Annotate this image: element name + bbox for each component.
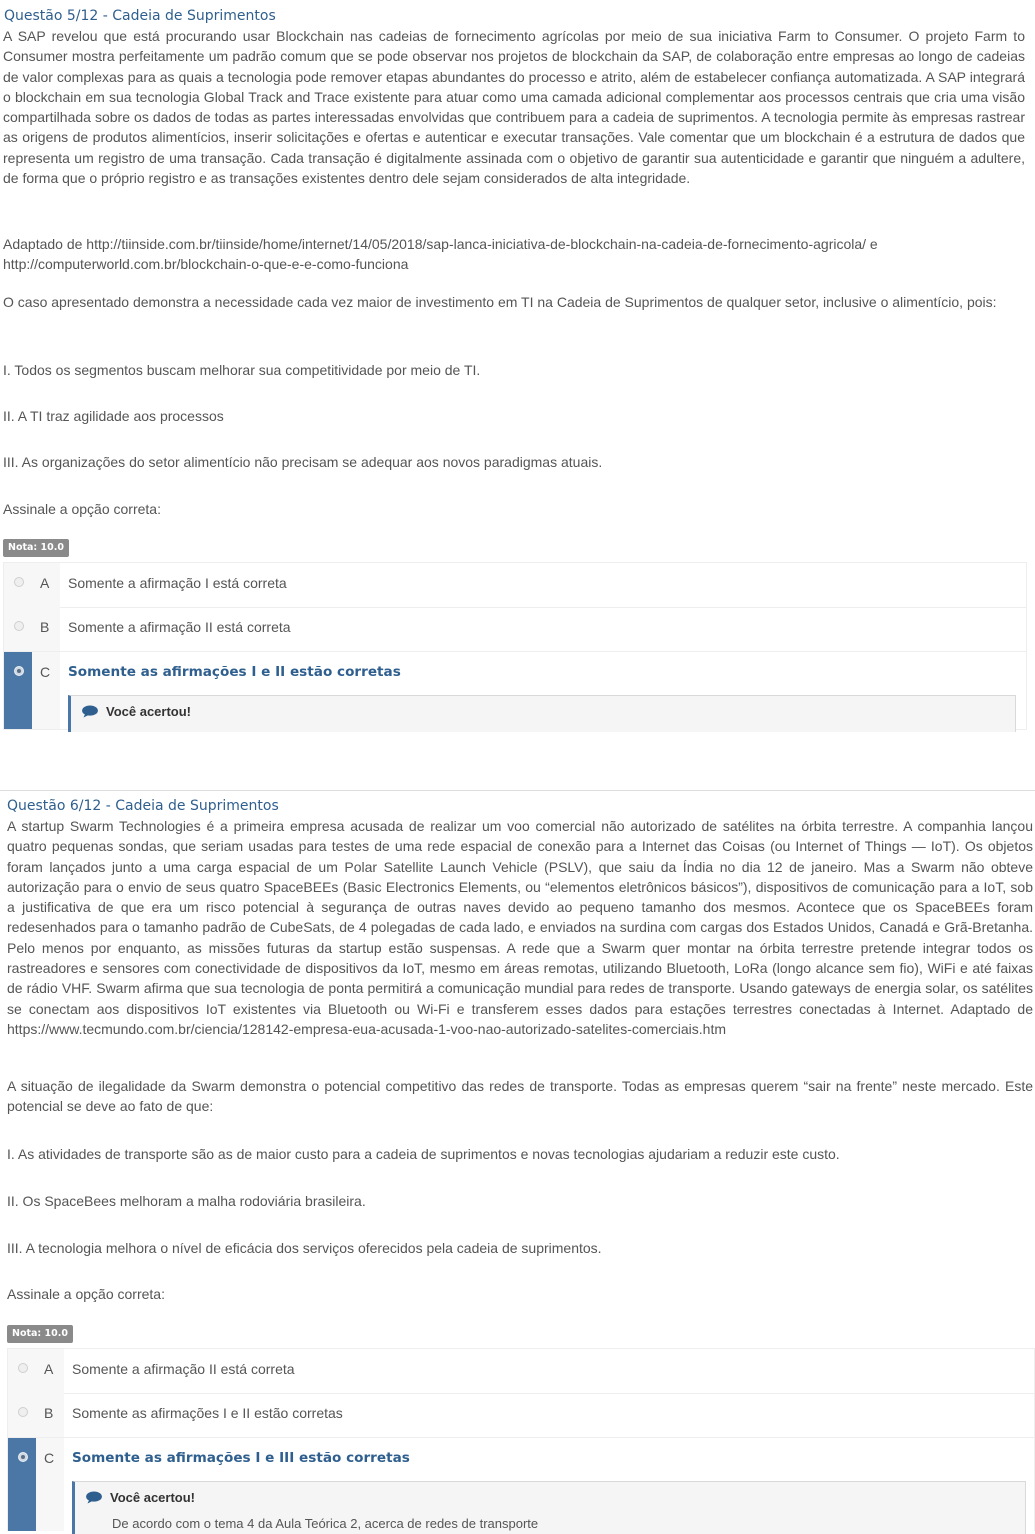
statement-1: I. As atividades de transporte são as de maior custo para a cadeia de suprimentos e novas tecnologias ajudariam a reduzir este custo. xyxy=(7,1146,840,1162)
option-c[interactable] xyxy=(4,652,1026,729)
option-letter: A xyxy=(40,575,50,591)
radio-icon[interactable] xyxy=(14,621,24,631)
feedback-title: Você acertou! xyxy=(106,704,192,719)
option-text: Somente as afirmações I e II estão corretas xyxy=(68,664,401,680)
radio-icon[interactable] xyxy=(18,1452,28,1462)
question-prompt: O caso apresentado demonstra a necessidade cada vez maior de investimento em TI na Cadeia de Suprimentos de qualquer setor, inclusive o alimentício, pois: xyxy=(3,294,997,310)
question-5 xyxy=(0,0,1035,730)
option-c[interactable] xyxy=(8,1438,1034,1531)
grade-badge: Nota: 10.0 xyxy=(7,1325,73,1343)
feedback-box xyxy=(68,695,1016,732)
statement-2: II. Os SpaceBees melhoram a malha rodoviária brasileira. xyxy=(7,1193,366,1209)
feedback-title: Você acertou! xyxy=(110,1490,196,1505)
statement-3: III. A tecnologia melhora o nível de eficácia dos serviços oferecidos pela cadeia de suprimentos. xyxy=(7,1240,602,1256)
question-intro: A SAP revelou que está procurando usar Blockchain nas cadeias de fornecimento agrícolas por meio de sua iniciativa Farm to Consumer. O projeto Farm to Consumer mostra perfeitamente um padrão comum que se pode observar nos projetos de blockchain da SAP, de colaboração entre empresas ao longo de cadeias de valor complexas para as quais a tecnologia pode remover etapas abundantes do processo e atrito, além de estabelecer confiança automatizada. A SAP integrará o blockchain em sua tecnologia Global Track and Trace existente para atuar como uma camada adicional complementar aos processos centrais que cria uma visão compartilhada sobre os dados de todas as partes interessadas envolvidas que contribuem para a cadeia de suprimentos. A tecnologia permite às empresas rastrear as origens de produtos alimentícios, inserir solicitações e ofertas e autenticar e executar transações. Vale comentar que um blockchain é a estrutura de dados que representa um registro de uma transação. Cada transação é digitalmente assinada com o objetivo de garantir sua autenticidade e garantir que ninguém a adultere, de forma que o próprio registro e as transações existentes dentro dele sejam considerados de alta integridade. xyxy=(3,28,1025,187)
option-letter: C xyxy=(44,1450,55,1466)
option-text: Somente a afirmação I está correta xyxy=(68,575,287,591)
options-list xyxy=(7,1348,1035,1531)
option-b[interactable] xyxy=(8,1393,1034,1438)
question-intro: A startup Swarm Technologies é a primeira empresa acusada de realizar um voo comercial não autorizado de satélites na órbita terrestre. A companhia lançou quatro pequenas sondas, que seriam usadas para testes de uma rede espacial de conexão para a Internet das Coisas (ou Internet of Things — IoT). Os objetos foram lançados junto a uma carga espacial de um Polar Satellite Launch Vehicle (PSLV), que saiu da Índia no dia 12 de janeiro. Mas a Swarm não obteve autorização para o envio de seus quatro SpaceBEEs (Basic Electronics Elements, ou “elementos eletrônicos básicos”), dispositivos de comunicação para a IoT, sob a justificativa de que era um risco potencial à segurança de outras naves devido ao pequeno tamanho dos mesmos. Acontece que os SpaceBEEs foram redesenhados para o tamanho padrão de CubeSats, de 4 polegadas de cada lado, e enviados na surdina com cargas dos Estados Unidos, Canadá e Grã-Bretanha. Pelo menos por enquanto, as missões futuras da startup estão suspensas. A rede que a Swarm quer montar na órbita terrestre pretende integrar todos os rastreadores e sensores com conectividade de dispositivos da IoT, mesmo em áreas remotas, utilizando Bluetooth, LoRa (longo alcance sem fio), WiFi e até faixas de rádio VHF. Swarm afirma que sua tecnologia de ponta permitirá a comunicação mundial para redes de transporte. Usando gateways de energia solar, os satélites se conectam aos dispositivos IoT existentes via Bluetooth ou Wi-Fi e transferem esses dados para estações terrestres conectadas à Internet. Adaptado de https://www.tecmundo.com.br/ciencia/128142-empresa-eua-acusada-1-voo-nao-autorizado-satelites-comerciais.htm xyxy=(7,818,1033,1037)
question-prompt: A situação de ilegalidade da Swarm demonstra o potencial competitivo das redes de transporte. Todas as empresas querem “sair na frente” neste mercado. Este potencial se deve ao fato de que: xyxy=(7,1078,1033,1115)
statement-3: III. As organizações do setor alimentício não precisam se adequar aos novos paradigmas atuais. xyxy=(3,454,603,470)
question-title: Questão 5/12 - Cadeia de Suprimentos xyxy=(4,8,276,24)
option-text: Somente as afirmações I e II estão corretas xyxy=(72,1405,343,1421)
option-letter: A xyxy=(44,1361,54,1377)
question-title: Questão 6/12 - Cadeia de Suprimentos xyxy=(7,798,279,814)
statement-1: I. Todos os segmentos buscam melhorar sua competitividade por meio de TI. xyxy=(3,362,481,378)
radio-icon[interactable] xyxy=(14,666,24,676)
option-letter: C xyxy=(40,664,51,680)
option-letter: B xyxy=(40,619,50,635)
option-a[interactable] xyxy=(4,563,1026,608)
question-source: Adaptado de http://tiinside.com.br/tiinside/home/internet/14/05/2018/sap-lanca-iniciativa-de-blockchain-na-cadeia-de-fornecimento-agricola/ e http://computerworld.com.br/blockchain-o-que-e-e-como-funciona xyxy=(3,236,878,273)
feedback-text: De acordo com o tema 4 da Aula Teórica 2, acerca de redes de transporte xyxy=(112,1516,539,1531)
radio-icon[interactable] xyxy=(18,1363,28,1373)
feedback-box xyxy=(72,1481,1026,1534)
option-text: Somente as afirmações I e III estão corretas xyxy=(72,1450,410,1466)
option-text: Somente a afirmação II está correta xyxy=(68,619,291,635)
options-list xyxy=(3,562,1027,730)
radio-icon[interactable] xyxy=(14,577,24,587)
instruction: Assinale a opção correta: xyxy=(7,1286,165,1302)
instruction: Assinale a opção correta: xyxy=(3,501,161,517)
option-text: Somente a afirmação II está correta xyxy=(72,1361,295,1377)
question-6 xyxy=(0,790,1035,1530)
comment-icon xyxy=(81,705,99,718)
option-a[interactable] xyxy=(8,1349,1034,1394)
option-b[interactable] xyxy=(4,607,1026,652)
option-letter: B xyxy=(44,1405,54,1421)
grade-badge: Nota: 10.0 xyxy=(3,539,69,557)
statement-2: II. A TI traz agilidade aos processos xyxy=(3,408,224,424)
radio-icon[interactable] xyxy=(18,1407,28,1417)
comment-icon xyxy=(85,1491,103,1504)
